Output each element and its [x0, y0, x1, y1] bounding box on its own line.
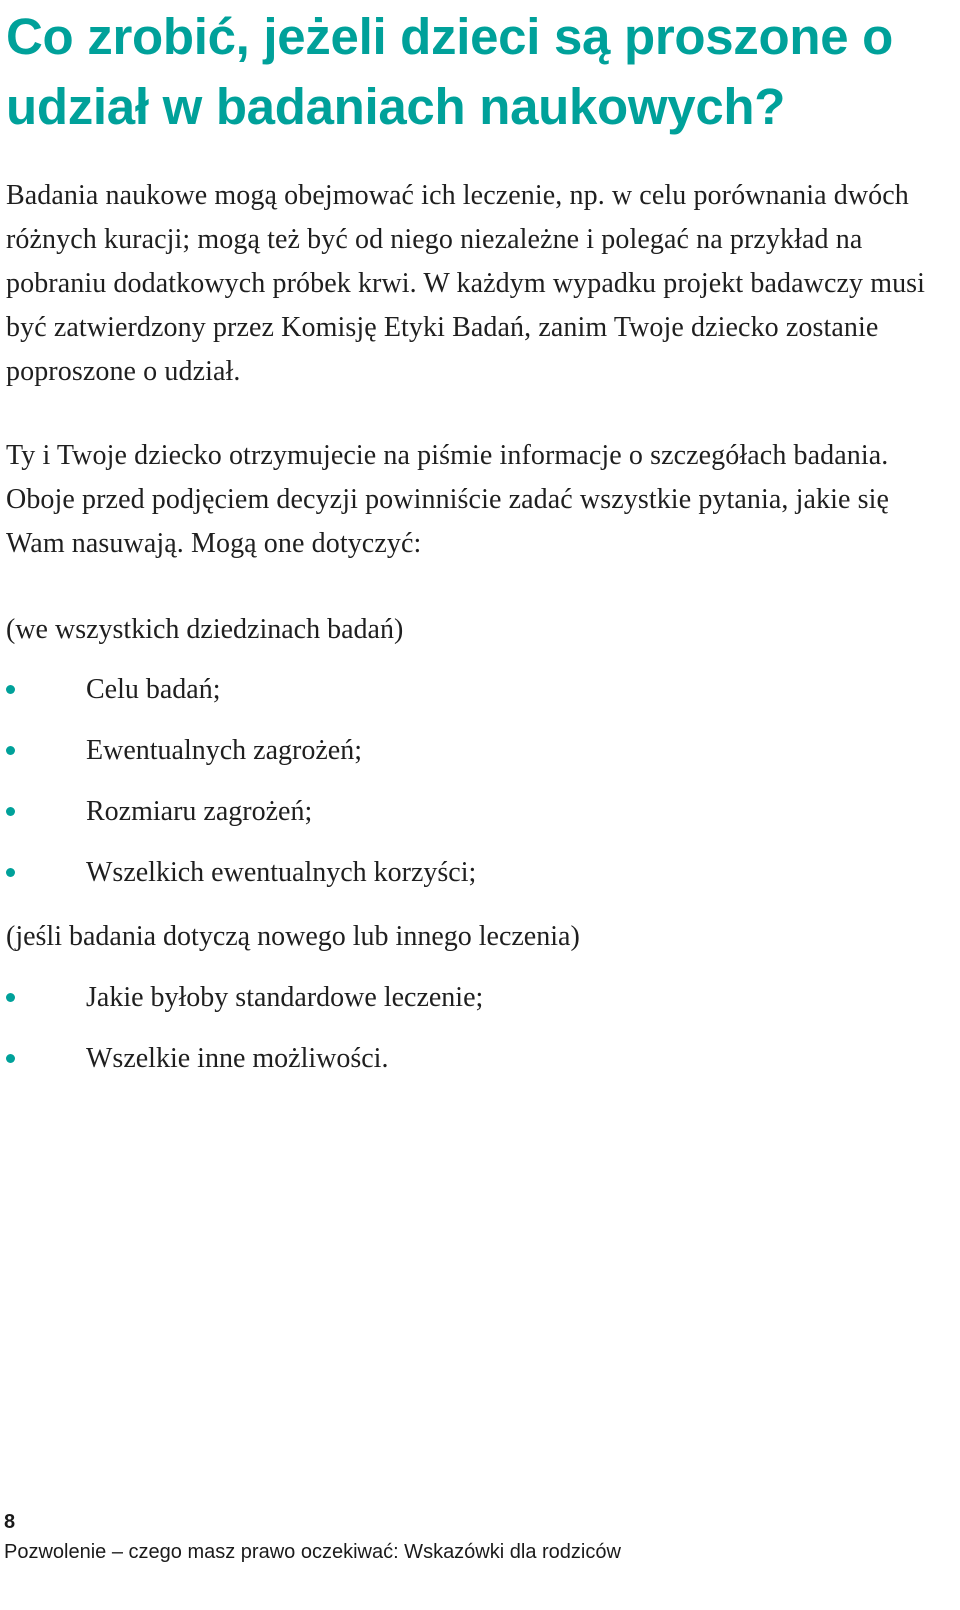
- bullet-icon: [6, 746, 15, 755]
- footer-publication-title: Pozwolenie – czego masz prawo oczekiwać: Wskazówki dla rodziców: [4, 1541, 621, 1563]
- section-heading-new-treatment: (jeśli badania dotyczą nowego lub innego leczenia): [6, 921, 580, 952]
- information-paragraph: Ty i Twoje dziecko otrzymujecie na piśmie informacje o szczegółach badania. Oboje przed podjęciem decyzji powinniście zadać wszystkie pytania, jakie się Wam nasuwają. Mogą one dotyczyć:: [6, 440, 890, 559]
- bullet-icon: [6, 807, 15, 816]
- list-item-text: Rozmiaru zagrożeń;: [86, 796, 313, 827]
- page-number: 8: [4, 1511, 16, 1533]
- page-title: Co zrobić, jeżeli dzieci są proszone o udział w badaniach naukowych?: [6, 8, 893, 135]
- bullet-icon: [6, 993, 15, 1002]
- bullet-icon: [6, 1054, 15, 1063]
- section-heading-all-research: (we wszystkich dziedzinach badań): [6, 614, 404, 645]
- list-item-text: Jakie byłoby standardowe leczenie;: [86, 982, 484, 1013]
- intro-paragraph: Badania naukowe mogą obejmować ich leczenie, np. w celu porównania dwóch różnych kuracji; mogą też być od niego niezależne i polegać na przykład na pobraniu dodatkowych próbek krwi. W każdym wypadku projekt badawczy musi być zatwierdzony przez Komisję Etyki Badań, zanim Twoje dziecko zostanie poproszone o udział.: [6, 180, 926, 387]
- bullet-icon: [6, 685, 15, 694]
- list-item-text: Celu badań;: [86, 674, 221, 705]
- bullet-icon: [6, 868, 15, 877]
- list-item-text: Wszelkich ewentualnych korzyści;: [86, 857, 477, 888]
- list-item-text: Wszelkie inne możliwości.: [86, 1043, 389, 1074]
- list-item-text: Ewentualnych zagrożeń;: [86, 735, 362, 766]
